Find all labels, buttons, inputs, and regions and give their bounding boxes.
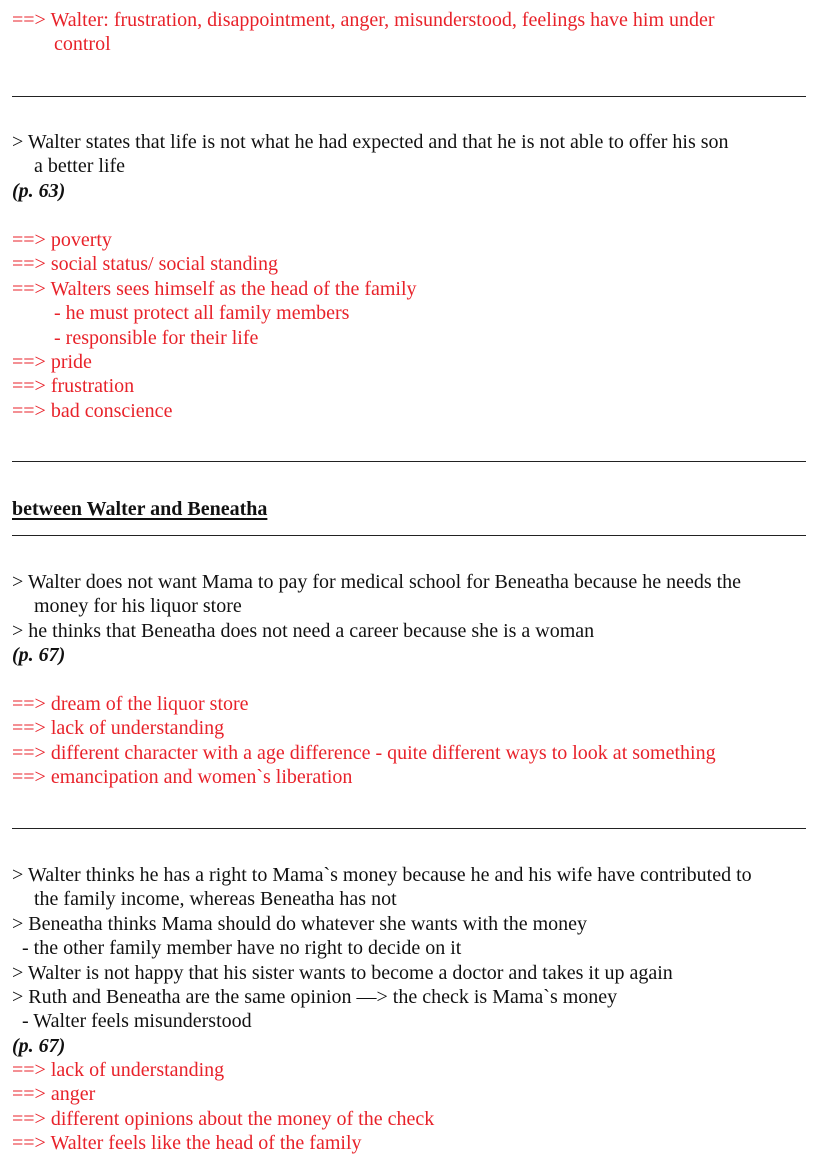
note-top <box>12 8 808 57</box>
page-reference: (p. 67) <box>12 1034 66 1057</box>
statement-line: the family income, whereas Beneatha has not <box>34 888 397 911</box>
block-1-notes <box>12 228 808 423</box>
note-subpoint: - responsible for their life <box>54 326 259 349</box>
note-point: ==> anger <box>12 1083 96 1106</box>
note-point: ==> frustration <box>12 375 135 398</box>
block-1 <box>12 130 808 203</box>
note-point: ==> emancipation and women`s liberation <box>12 766 353 789</box>
page-reference: (p. 63) <box>12 179 66 202</box>
note-point: ==> dream of the liquor store <box>12 693 249 715</box>
statement-line: > Walter thinks he has a right to Mama`s money because he and his wife have contributed to <box>12 864 752 886</box>
statement-line: > he thinks that Beneatha does not need a career because she is a woman <box>12 619 595 642</box>
divider <box>12 96 806 97</box>
note-point: ==> Walter feels like the head of the family <box>12 1132 362 1155</box>
statement-line: > Beneatha thinks Mama should do whatever she wants with the money <box>12 912 588 935</box>
section-heading: between Walter and Beneatha <box>12 498 268 520</box>
block-2-notes <box>12 692 808 790</box>
statement-line: > Ruth and Beneatha are the same opinion —> the check is Mama`s money <box>12 986 618 1009</box>
note-point: ==> Walters sees himself as the head of the family <box>12 277 417 300</box>
statement-line: a better life <box>34 155 126 178</box>
note-point: ==> different opinions about the money of the check <box>12 1107 435 1130</box>
block-3 <box>12 863 808 1058</box>
divider <box>12 461 806 462</box>
note-point: ==> social status/ social standing <box>12 253 279 276</box>
page-reference: (p. 67) <box>12 644 66 667</box>
statement-subline: - the other family member have no right to decide on it <box>22 937 462 960</box>
divider <box>12 828 806 829</box>
statement-subline: - Walter feels misunderstood <box>22 1010 252 1033</box>
statement-line: money for his liquor store <box>34 595 242 618</box>
note-point: ==> poverty <box>12 229 112 251</box>
note-line: ==> Walter: frustration, disappointment, anger, misunderstood, feelings have him under <box>12 9 715 31</box>
block-3-notes <box>12 1058 808 1156</box>
note-point: ==> lack of understanding <box>12 1059 225 1081</box>
note-point: ==> pride <box>12 351 92 374</box>
note-point: ==> lack of understanding <box>12 717 225 740</box>
divider <box>12 535 806 536</box>
note-subpoint: - he must protect all family members <box>54 302 350 325</box>
statement-line: > Walter states that life is not what he had expected and that he is not able to offer his son <box>12 131 729 153</box>
statement-line: > Walter is not happy that his sister wants to become a doctor and takes it up again <box>12 961 673 984</box>
note-point: ==> different character with a age difference - quite different ways to look at something <box>12 741 716 764</box>
note-line: control <box>54 33 111 56</box>
note-point: ==> bad conscience <box>12 399 173 422</box>
block-2 <box>12 570 808 668</box>
statement-line: > Walter does not want Mama to pay for medical school for Beneatha because he needs the <box>12 571 742 593</box>
